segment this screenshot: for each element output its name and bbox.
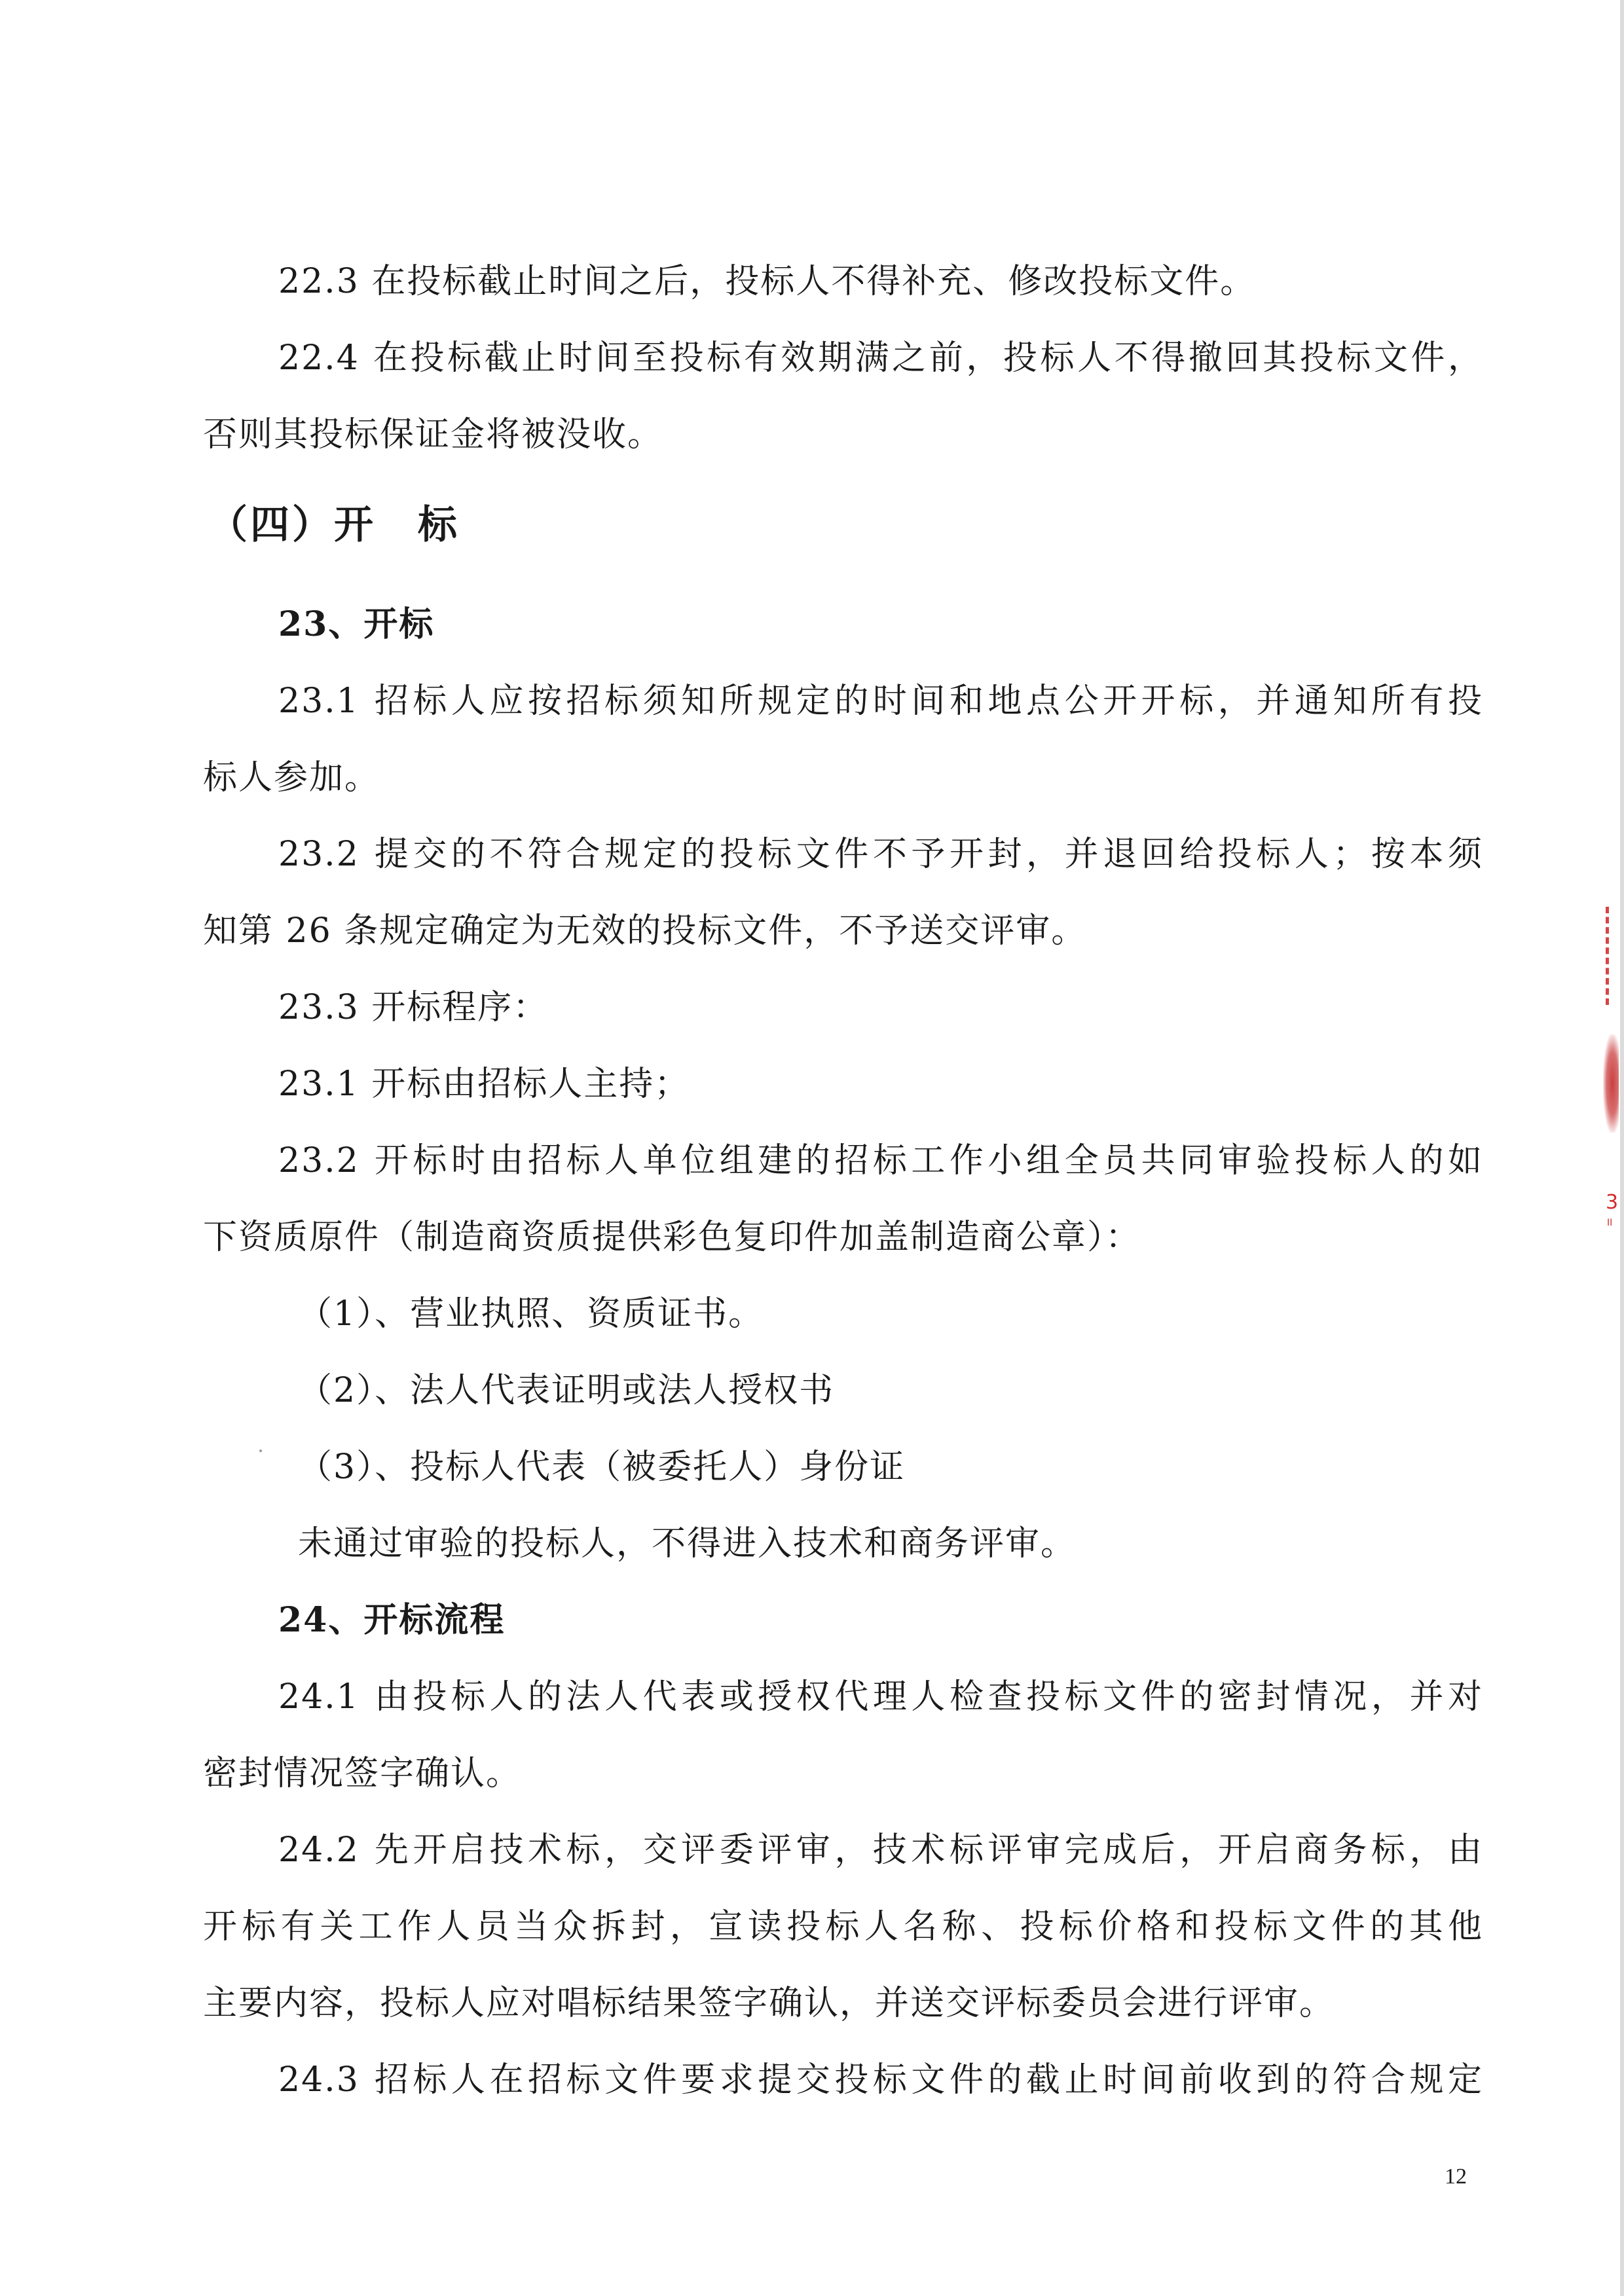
not-passed-note: 未通过审验的投标人，不得进入技术和商务评审。 (298, 1524, 1077, 1563)
procedure-23-1: 23.1 开标由招标人主持； (278, 1065, 690, 1104)
procedure-23-2-line1: 23.2 开标时由招标人单位组建的招标工作小组全员共同审验投标人的如 (278, 1141, 1483, 1180)
paragraph-22-4-line2: 否则其投标保证金将被没收。 (203, 415, 663, 454)
paragraph-23-3: 23.3 开标程序： (278, 988, 549, 1027)
list-item-3: （3）、投标人代表（被委托人）身份证 (298, 1448, 906, 1487)
page-edge (1620, 0, 1624, 2296)
list-item-1: （1）、营业执照、资质证书。 (298, 1294, 764, 1334)
paragraph-24-1-line2: 密封情况签字确认。 (203, 1754, 522, 1793)
paragraph-23-1-line2: 标人参加。 (203, 758, 380, 797)
paragraph-23-1-line1: 23.1 招标人应按招标须知所规定的时间和地点公开开标，并通知所有投 (278, 682, 1483, 721)
heading-24: 24、开标流程 (278, 1600, 506, 1640)
heading-23: 23、开标 (278, 604, 435, 644)
paragraph-23-2-line1: 23.2 提交的不符合规定的投标文件不予开封，并退回给投标人；按本须 (278, 835, 1483, 874)
page-number: 12 (1445, 2164, 1467, 2189)
seal-stamp-edge-text: 3 (1606, 1191, 1619, 1214)
section-heading-opening: （四）开 标 (208, 502, 460, 548)
seal-stamp-edge-top (1606, 907, 1622, 1005)
paragraph-24-2-line3: 主要内容，投标人应对唱标结果签字确认，并送交评标委员会进行评审。 (203, 1984, 1335, 2023)
paragraph-22-4-line1: 22.4 在投标截止时间至投标有效期满之前，投标人不得撤回其投标文件， (278, 338, 1483, 378)
seal-stamp-edge-small: II (1607, 1218, 1613, 1228)
procedure-23-2-line2: 下资质原件（制造商资质提供彩色复印件加盖制造商公章）： (203, 1218, 1141, 1257)
list-item-2: （2）、法人代表证明或法人授权书 (298, 1371, 835, 1410)
seal-stamp-edge-middle (1603, 1034, 1619, 1133)
paragraph-24-2-line1: 24.2 先开启技术标，交评委评审，技术标评审完成后，开启商务标，由 (278, 1831, 1483, 1870)
paragraph-22-3: 22.3 在投标截止时间之后，投标人不得补充、修改投标文件。 (278, 262, 1256, 301)
paragraph-24-3-line1: 24.3 招标人在招标文件要求提交投标文件的截止时间前收到的符合规定 (278, 2060, 1483, 2100)
paragraph-24-2-line2: 开标有关工作人员当众拆封，宣读投标人名称、投标价格和投标文件的其他 (203, 1907, 1483, 1946)
paragraph-24-1-line1: 24.1 由投标人的法人代表或授权代理人检查投标文件的密封情况，并对 (278, 1677, 1483, 1717)
scan-dot (259, 1449, 262, 1452)
paragraph-23-2-line2: 知第 26 条规定确定为无效的投标文件，不予送交评审。 (203, 911, 1087, 951)
